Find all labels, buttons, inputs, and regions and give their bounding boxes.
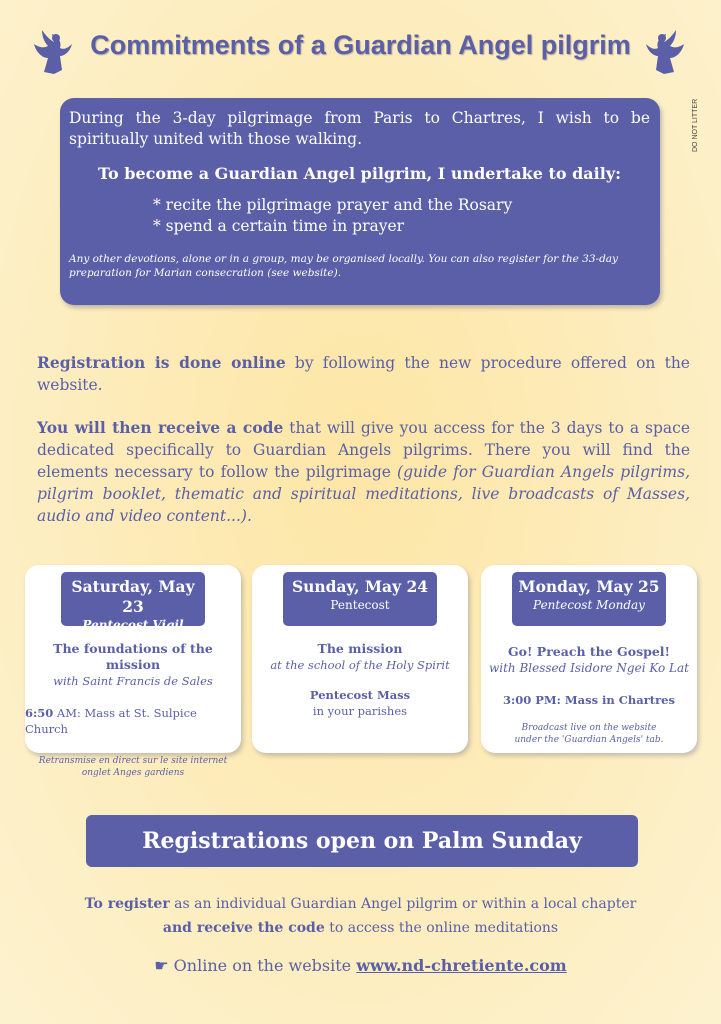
card-subtitle: Pentecost Monday xyxy=(533,598,645,612)
card-subtitle: Pentecost xyxy=(330,598,390,612)
angel-icon xyxy=(32,28,78,76)
mass-text: in your parishes xyxy=(312,704,408,718)
online-line xyxy=(40,956,681,975)
commitment-list xyxy=(69,195,650,237)
card-header xyxy=(512,572,666,626)
note-line: under the 'Guardian Angels' tab. xyxy=(514,735,664,745)
card-mass xyxy=(252,687,468,719)
registration-banner: Registrations open on Palm Sunday xyxy=(86,815,638,867)
day-card-saturday xyxy=(25,565,241,778)
registration-paragraph xyxy=(37,352,690,396)
note-line: Retransmise en direct sur le site internet xyxy=(38,756,228,766)
commitment-item: * recite the pilgrimage prayer and the Rosary xyxy=(153,196,513,214)
registration-info xyxy=(37,352,690,548)
card-day: Monday, May 25 xyxy=(518,577,660,596)
card-mass xyxy=(25,705,241,737)
card-note xyxy=(481,722,697,746)
mass-time: 6:50 xyxy=(25,706,54,720)
note-line: Broadcast live on the website xyxy=(521,723,657,733)
code-italic: (guide for Guardian Angels pilgrims, pilgrim booklet, thematic and spiritual meditations, live broadcasts of Masses, audio and video content...). xyxy=(37,463,690,525)
online-text: Online on the website xyxy=(168,956,357,975)
register-bold: To register xyxy=(84,896,170,912)
register-text: as an individual Guardian Angel pilgrim or within a local chapter xyxy=(169,896,637,912)
card-theme: Go! Preach the Gospel! xyxy=(507,644,671,659)
register-bold: and receive the code xyxy=(162,920,325,936)
code-paragraph xyxy=(37,417,690,527)
do-not-litter-label: DO NOT LITTER xyxy=(692,98,699,152)
card-note xyxy=(25,755,241,779)
website-link[interactable]: www.nd-chretiente.com xyxy=(356,956,567,975)
card-with: with Saint Francis de Sales xyxy=(53,674,213,688)
card-subtitle: Pentecost Vigil xyxy=(82,618,184,632)
card-day: Sunday, May 24 xyxy=(291,577,429,596)
card-with: at the school of the Holy Spirit xyxy=(270,658,450,672)
register-line xyxy=(40,892,681,916)
code-text: that will give you access for the 3 days to a space dedicated specifically to Guardian Angels pilgrims. There you will find the elements necessary to follow the pilgrimage xyxy=(37,419,690,481)
angel-icon xyxy=(640,28,686,76)
card-day: Saturday, May 23 xyxy=(71,577,195,616)
intro-note: Any other devotions, alone or in a group, may be organised locally. You can also register for the 33-day preparation for Marian consecration (see website). xyxy=(69,253,618,279)
card-mass: 3:00 PM: Mass in Chartres xyxy=(503,693,675,707)
intro-heading: To become a Guardian Angel pilgrim, I undertake to daily: xyxy=(97,164,622,183)
register-instructions xyxy=(40,892,681,940)
day-card-sunday xyxy=(252,565,468,753)
mass-text: AM: Mass at St. Sulpice Church xyxy=(25,706,197,736)
day-card-monday xyxy=(481,565,697,753)
page-header xyxy=(0,24,721,80)
intro-paragraph: During the 3-day pilgrimage from Paris to Chartres, I wish to be spiritually united with those walking. xyxy=(69,109,650,148)
mass-title: Pentecost Mass xyxy=(309,688,411,702)
registration-bold: Registration is done online xyxy=(37,353,286,372)
page-title: Commitments of a Guardian Angel pilgrim xyxy=(90,30,631,60)
card-theme: The foundations of the mission xyxy=(53,641,213,672)
intro-box xyxy=(60,98,660,305)
code-bold: You will then receive a code xyxy=(37,418,284,437)
register-text: to access the online meditations xyxy=(324,920,559,936)
registration-text: by following the new procedure offered on the website. xyxy=(37,354,690,394)
card-with: with Blessed Isidore Ngei Ko Lat xyxy=(488,661,689,675)
card-header xyxy=(283,572,437,626)
register-line xyxy=(40,916,681,940)
card-header xyxy=(61,572,205,632)
card-theme: The mission xyxy=(317,641,403,656)
note-line: onglet Anges gardiens xyxy=(81,768,185,778)
commitment-item: * spend a certain time in prayer xyxy=(153,217,405,235)
pointing-hand-icon: ☛ xyxy=(154,956,169,975)
